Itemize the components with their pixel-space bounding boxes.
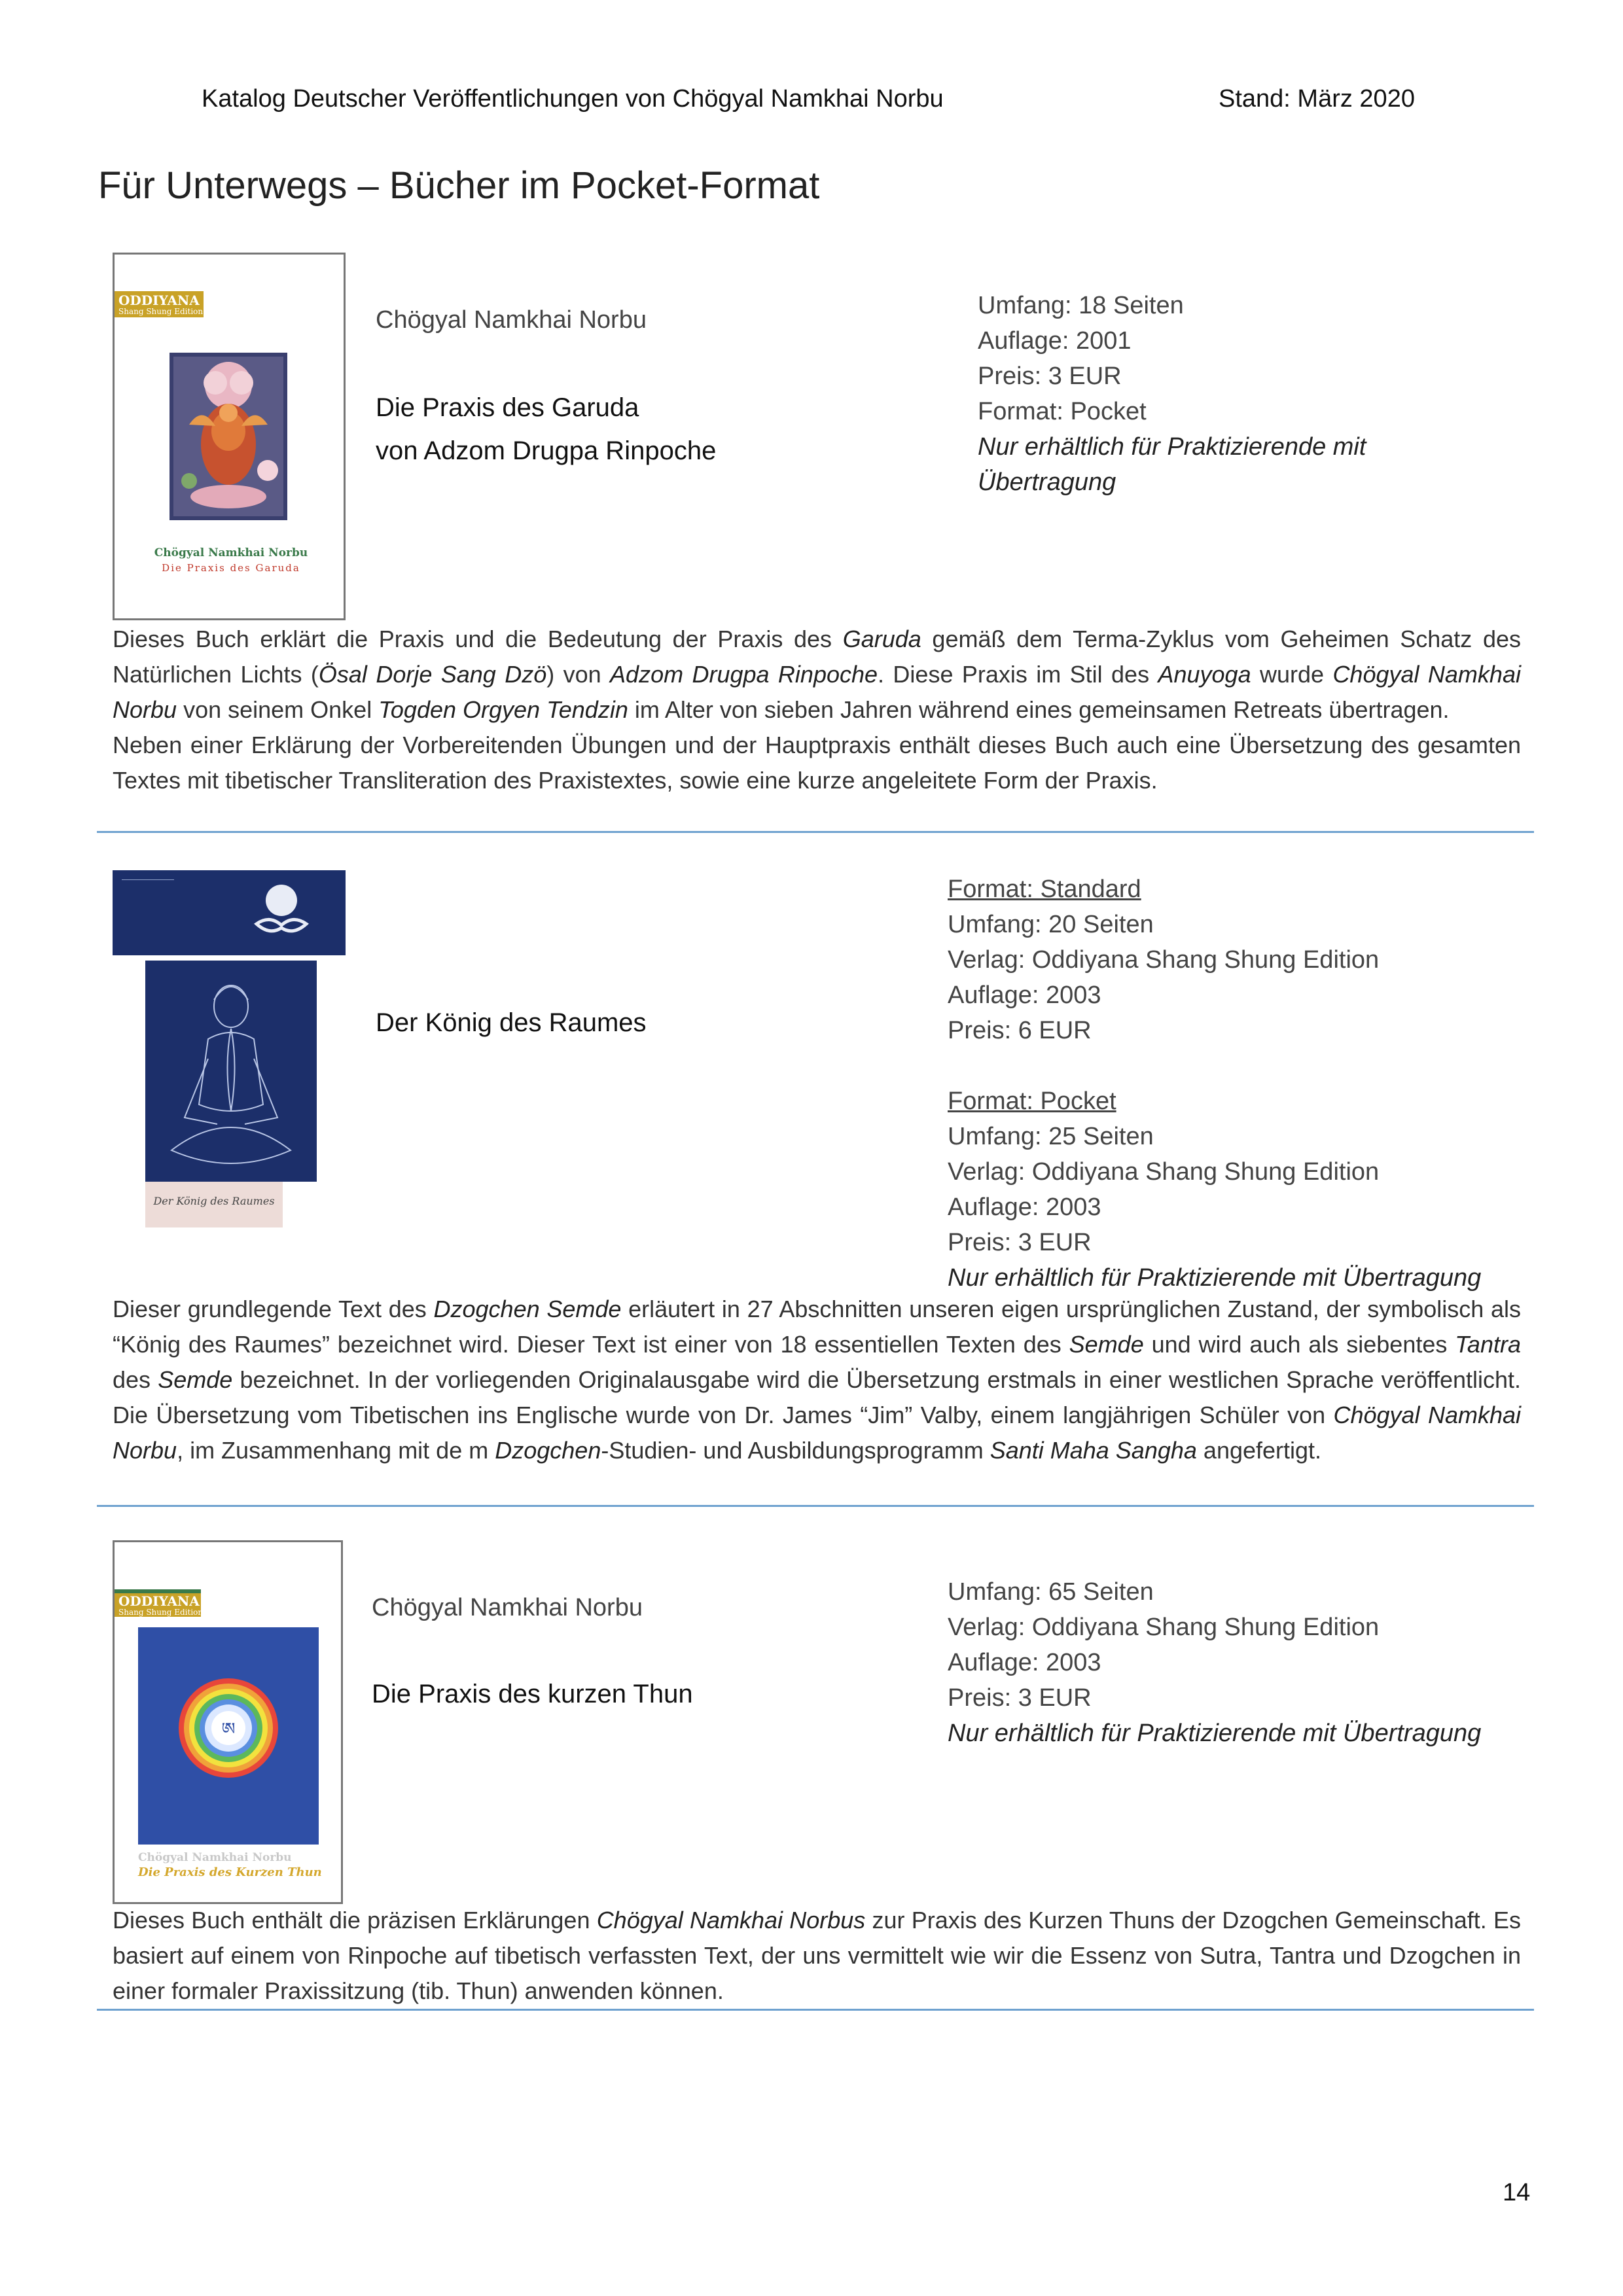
section-separator [97,1505,1534,1507]
book-author: Chögyal Namkhai Norbu [372,1594,643,1621]
availability-note-cont: Übertragung [978,468,1116,496]
info-line: Umfang: 65 Seiten [948,1578,1154,1606]
book-info [948,1574,1481,1751]
info-line: Verlag: Oddiyana Shang Shung Edition [948,946,1380,974]
info-line: Verlag: Oddiyana Shang Shung Edition [948,1614,1380,1641]
info-line: Auflage: 2003 [948,1649,1101,1676]
info-line: Umfang: 20 Seiten [948,911,1154,938]
description-paragraph: Dieses Buch erklärt die Praxis und die Bedeutung der Praxis des Garuda gemäß dem Terma-Zyklus vom Geheimen Schatz des Natürlichen Lichts (Ösal Dorje Sang Dzö) von Adzom Drugpa Rinpoche. Diese Praxis im Stil des Anuyoga wurde Chögyal Namkhai Norbu von seinem Onkel Togden Orgyen Tendzin im Alter von sieben Jahren während eines gemeinsamen Retreats übertragen. [113,626,1521,723]
garuda-thangka-image [169,353,287,520]
cover-author: Chögyal Namkhai Norbu [138,1851,292,1864]
italic-term: Chögyal Namkhai Norbu [113,661,1521,723]
book-title: Die Praxis des Garuda [376,393,639,422]
availability-note: Nur erhältlich für Praktizierende mit Übertragung [948,1264,1482,1292]
page-title: Für Unterwegs – Bücher im Pocket-Format [98,164,820,207]
italic-term: Santi Maha Sangha [990,1437,1197,1464]
cover-caption: Der König des Raumes [153,1195,275,1207]
italic-term: Togden Orgyen Tendzin [378,696,628,723]
book-author: Chögyal Namkhai Norbu [376,306,647,334]
book-cover-kurzer-thun [113,1540,343,1904]
running-header-right: Stand: März 2020 [1219,85,1415,113]
info-line: Umfang: 18 Seiten [978,292,1184,319]
info-line: Preis: 3 EUR [978,362,1122,390]
info-line: Preis: 3 EUR [948,1684,1092,1712]
italic-term: Dzogchen [495,1437,601,1464]
italic-term: Chögyal Namkhai Norbus [596,1907,866,1934]
running-header-left: Katalog Deutscher Veröffentlichungen von Chögyal Namkhai Norbu [202,85,944,113]
book-cover-koenig-des-raumes [113,870,346,1227]
description-paragraph: Dieser grundlegende Text des Dzogchen Semde erläutert in 27 Abschnitten unseren eigen ursprünglichen Zustand, der symbolisch als “König des Raumes” bezeichnet wird. Dieser Text ist einer von 18 essentiellen Texten des Semde und wird auch als siebentes Tantra des Semde bezeichnet. In der vorliegenden Originalausgabe wird die Übersetzung erstmals in einer westlichen Sprache veröffentlicht. Die Übersetzung vom Tibetischen ins Englische wurde von Dr. James “Jim” Valby, einem langjährigen Schüler von Chögyal Namkhai Norbu, im Zusammenhang mit de m Dzogchen-Studien- und Ausbildungsprogramm Santi Maha Sangha angefertigt. [113,1296,1522,1464]
knot-emblem-icon [250,878,313,944]
italic-term: Anuyoga [1158,661,1251,688]
cover-brand: ODDIYANA [118,292,200,308]
book-description [113,1292,1521,1468]
availability-note: Nur erhältlich für Praktizierende mit [978,433,1366,461]
page-number: 14 [1503,2179,1531,2206]
book-title: Die Praxis des kurzen Thun [372,1680,693,1708]
rainbow-thigle-image [176,1676,281,1780]
italic-term: Semde [1069,1331,1144,1358]
info-line: Umfang: 25 Seiten [948,1123,1154,1150]
cover-edition: Shang Shung Edition [118,307,204,316]
book-title-subtitle: von Adzom Drugpa Rinpoche [376,436,717,465]
cover-edition: Shang Shung Edition [118,1608,204,1617]
info-line: Auflage: 2003 [948,1193,1101,1221]
italic-term: Chögyal Namkhai Norbu [113,1402,1521,1464]
description-paragraph: Neben einer Erklärung der Vorbereitenden Übungen und der Hauptpraxis enthält dieses Buch auch eine Übersetzung des gesamten Textes mit tibetischer Transliteration des Praxistextes, sowie eine kurze angeleitete Form der Praxis. [113,732,1521,794]
book-cover-garuda [113,253,346,620]
description-paragraph: Dieses Buch enthält die präzisen Erklärungen Chögyal Namkhai Norbus zur Praxis des Kurzen Thuns der Dzogchen Gemeinschaft. Es basiert auf einem von Rinpoche auf tibetisch verfassten Text, der uns vermittelt wie wir die Essenz von Sutra, Tantra und Dzogchen in einer formaler Praxissitzung (tib. Thun) anwenden können. [113,1907,1521,2004]
italic-term: Garuda [842,626,921,652]
format-heading: Format: Standard [948,875,1141,903]
cover-author: Chögyal Namkhai Norbu [154,546,308,559]
info-line: Auflage: 2003 [948,981,1101,1009]
format-heading: Format: Pocket [948,1087,1116,1115]
info-line: Format: Pocket [978,398,1147,425]
info-line: Preis: 3 EUR [948,1229,1092,1256]
book-description [113,622,1521,798]
italic-term: Ösal Dorje Sang Dzö [318,661,547,688]
section-separator [97,831,1534,833]
italic-term: Semde [158,1366,233,1393]
italic-term: Dzogchen Semde [433,1296,622,1322]
book-info [978,288,1366,500]
info-line: Verlag: Oddiyana Shang Shung Edition [948,1158,1380,1186]
section-separator [97,2009,1534,2011]
buddha-line-drawing [145,961,317,1182]
info-line: Preis: 6 EUR [948,1017,1092,1044]
svg-text:ཨ: ཨ [221,1720,236,1739]
book-info [948,872,1481,1296]
book-description [113,1903,1521,2009]
cover-brand: ODDIYANA [118,1593,200,1609]
italic-term: Adzom Drugpa Rinpoche [610,661,878,688]
cover-title: Die Praxis des Garuda [162,562,300,574]
book-title: Der König des Raumes [376,1008,647,1037]
info-line: Auflage: 2001 [978,327,1132,355]
availability-note: Nur erhältlich für Praktizierende mit Übertragung [948,1720,1482,1747]
italic-term: Tantra [1455,1331,1521,1358]
cover-title: Die Praxis des Kurzen Thun [138,1865,322,1879]
